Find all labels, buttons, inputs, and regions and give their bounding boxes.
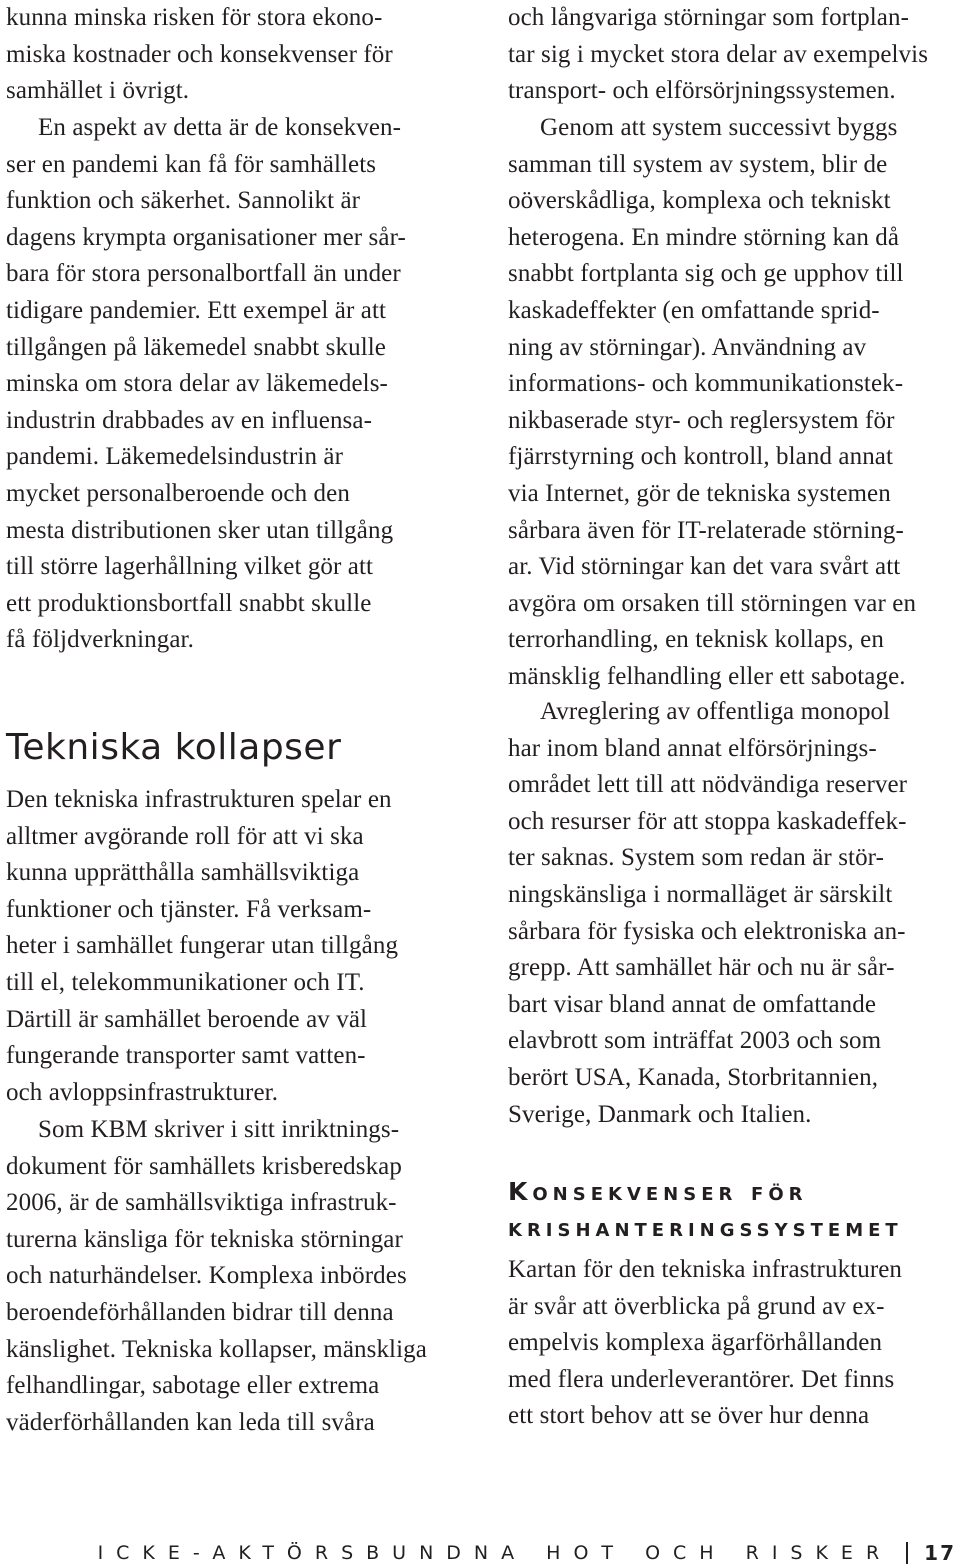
- text-line: tidigare pandemier. Ett exempel är att: [6, 296, 387, 324]
- page-number: 17: [924, 1541, 956, 1565]
- left-paragraph-2: [6, 110, 406, 659]
- section-subheading: [508, 1174, 903, 1246]
- text-line: tar sig i mycket stora delar av exempelvis: [508, 40, 929, 68]
- text-line: alltmer avgörande roll för att vi ska: [6, 822, 364, 850]
- text-line: med flera underleverantörer. Det finns: [508, 1365, 895, 1393]
- text-line: elavbrott som inträffat 2003 och som: [508, 1027, 882, 1055]
- text-line: Därtill är samhället beroende av väl: [6, 1005, 368, 1033]
- text-line: transport- och elförsörjningssystemen.: [508, 77, 896, 105]
- text-line: grepp. Att samhället här och nu är sår-: [508, 954, 895, 982]
- text-line: väderförhållanden kan leda till svåra: [6, 1408, 375, 1436]
- text-line: oöverskådliga, komplexa och tekniskt: [508, 187, 891, 215]
- text-line: tillgången på läkemedel snabbt skulle: [6, 333, 386, 361]
- text-line: till större lagerhållning vilket gör att: [6, 553, 374, 581]
- text-line: nikbaserade styr- och reglersystem för: [508, 406, 895, 434]
- text-line: är svår att överblicka på grund av ex-: [508, 1292, 885, 1320]
- text-line: ter saknas. System som redan är stör-: [508, 844, 885, 872]
- text-line: Som KBM skriver i sitt inriktnings-: [38, 1116, 400, 1143]
- text-line: Kartan för den tekniska infrastrukturen: [508, 1256, 903, 1283]
- text-line: området lett till att nödvändiga reserver: [508, 771, 908, 799]
- left-paragraph-4: [6, 1112, 427, 1441]
- text-line: avgöra om orsaken till störningen var en: [508, 589, 917, 617]
- text-line: mänsklig felhandling eller ett sabotage.: [508, 662, 906, 690]
- text-line: ser en pandemi kan få för samhällets: [6, 150, 377, 178]
- right-paragraph-1: [508, 0, 928, 110]
- text-line: Genom att system successivt byggs: [540, 114, 898, 141]
- text-line: beroendeförhållanden bidrar till denna: [6, 1298, 394, 1326]
- text-line: fjärrstyrning och kontroll, bland annat: [508, 443, 894, 471]
- text-line: Den tekniska infrastrukturen spelar en: [6, 786, 392, 813]
- text-line: felhandlingar, sabotage eller extrema: [6, 1372, 380, 1400]
- text-line: bara för stora personalbortfall än under: [6, 260, 401, 288]
- text-line: dokument för samhällets krisberedskap: [6, 1152, 402, 1180]
- text-line: ningskänsliga i normalläget är särskilt: [508, 880, 893, 908]
- text-line: terrorhandling, en teknisk kollaps, en: [508, 626, 884, 654]
- text-line: känslighet. Tekniska kollapser, mänskliga: [6, 1335, 427, 1363]
- text-line: och naturhändelser. Komplexa inbördes: [6, 1262, 407, 1290]
- text-line: ar. Vid störningar kan det vara svårt att: [508, 553, 901, 581]
- text-line: funktion och säkerhet. Sannolikt är: [6, 187, 361, 215]
- text-line: har inom bland annat elförsörjnings-: [508, 734, 877, 762]
- text-line: få följdverkningar.: [6, 626, 194, 654]
- text-line: ning av störningar). Användning av: [508, 333, 867, 361]
- footer-divider: [906, 1542, 908, 1564]
- text-line: ett produktionsbortfall snabbt skulle: [6, 589, 372, 617]
- text-line: ett stort behov att se över hur denna: [508, 1402, 870, 1430]
- text-line: bart visar bland annat de omfattande: [508, 990, 877, 1018]
- text-line: sårbara för fysiska och elektroniska an-: [508, 917, 906, 945]
- text-line: sårbara även för IT-relaterade störning-: [508, 516, 904, 544]
- text-line: 2006, är de samhällsviktiga infrastruk-: [6, 1189, 397, 1217]
- text-line: minska om stora delar av läkemedels-: [6, 370, 388, 398]
- text-line: snabbt fortplanta sig och ge upphov till: [508, 260, 904, 288]
- text-line: samman till system av system, blir de: [508, 150, 888, 178]
- text-line: Sverige, Danmark och Italien.: [508, 1100, 812, 1128]
- text-line: heterogena. En mindre störning kan då: [508, 223, 900, 251]
- text-line: kaskadeffekter (en omfattande sprid-: [508, 296, 880, 324]
- text-line: heter i samhället fungerar utan tillgång: [6, 932, 399, 960]
- text-line: och avloppsinfrastrukturer.: [6, 1078, 279, 1106]
- text-line: mesta distributionen sker utan tillgång: [6, 516, 394, 544]
- text-line: turerna känsliga för tekniska störningar: [6, 1225, 403, 1253]
- subheading-line: krishanteringssystemet: [508, 1213, 903, 1242]
- subheading-line: Konsekvenser för: [508, 1177, 808, 1206]
- section-heading: Tekniska kollapser: [6, 727, 342, 768]
- text-line: En aspekt av detta är de konsekven-: [38, 114, 402, 141]
- text-line: via Internet, gör de tekniska systemen: [508, 479, 891, 507]
- text-line: funktioner och tjänster. Få verksam-: [6, 895, 372, 923]
- text-line: och resurser för att stoppa kaskadeffek-: [508, 807, 907, 835]
- right-paragraph-4: [508, 1252, 902, 1435]
- text-line: empelvis komplexa ägarförhållanden: [508, 1329, 883, 1357]
- text-line: industrin drabbades av en influensa-: [6, 406, 372, 434]
- text-line: och långvariga störningar som fortplan-: [508, 4, 910, 31]
- text-line: informations- och kommunikationstek-: [508, 370, 904, 398]
- text-line: mycket personalberoende och den: [6, 479, 350, 507]
- text-line: kunna upprätthålla samhällsviktiga: [6, 859, 360, 887]
- running-footer-title: ICKE-AKTÖRSBUNDNA HOT OCH RISKER: [97, 1542, 893, 1564]
- text-line: fungerande transporter samt vatten-: [6, 1042, 366, 1070]
- text-line: pandemi. Läkemedelsindustrin är: [6, 443, 344, 471]
- left-paragraph-1: [6, 0, 393, 110]
- text-line: samhället i övrigt.: [6, 77, 190, 105]
- left-paragraph-3: [6, 782, 398, 1111]
- page-footer: [98, 1538, 960, 1568]
- text-line: Avreglering av offentliga monopol: [540, 698, 891, 725]
- text-line: miska kostnader och konsekvenser för: [6, 40, 393, 68]
- text-line: till el, telekommunikationer och IT.: [6, 968, 365, 996]
- text-line: kunna minska risken för stora ekono-: [6, 4, 383, 31]
- right-paragraph-3: [508, 694, 907, 1133]
- text-line: berört USA, Kanada, Storbritannien,: [508, 1063, 879, 1091]
- right-paragraph-2: [508, 110, 916, 696]
- text-line: dagens krympta organisationer mer sår-: [6, 223, 406, 251]
